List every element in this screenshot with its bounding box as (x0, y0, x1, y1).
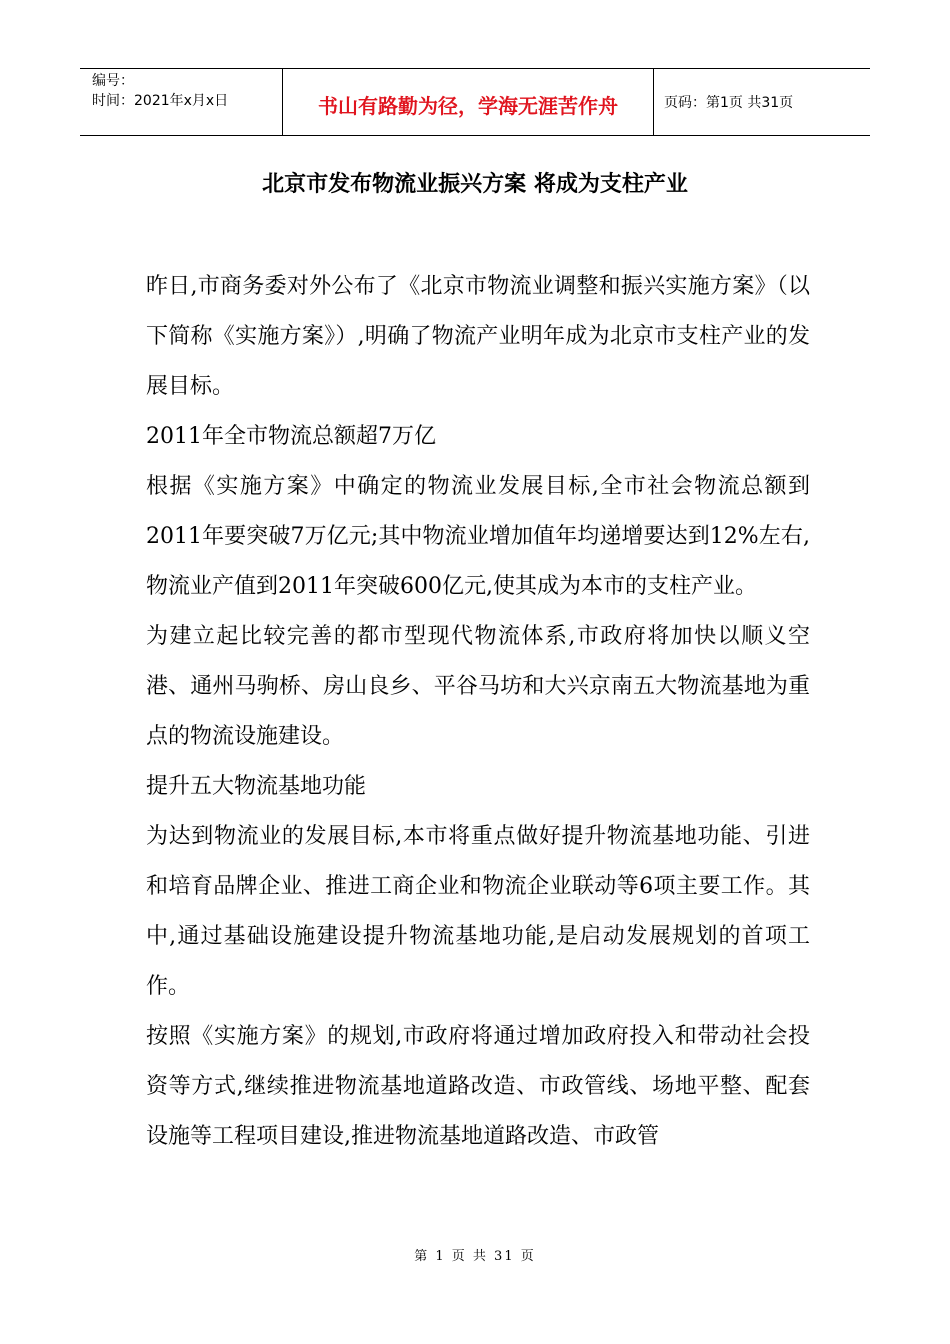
page-footer: 第 1 页 共 31 页 (414, 1249, 536, 1264)
paragraph: 昨日,市商务委对外公布了《北京市物流业调整和振兴实施方案》（以下简称《实施方案》）,明确了物流产业明年成为北京市支柱产业的发展目标。 (146, 274, 810, 399)
document-title: 北京市发布物流业振兴方案 将成为支柱产业 (262, 172, 688, 197)
section-heading: 2011年全市物流总额超7万亿 (146, 424, 436, 449)
document-body (146, 262, 810, 1162)
document-time-label: 时间：2021年x月x日 (92, 93, 229, 109)
paragraph: 根据《实施方案》中确定的物流业发展目标,全市社会物流总额到2011年要突破7万亿元;其中物流业增加值年均递增要达到12%左右,物流业产值到2011年突破600亿元,使其成为本市的支柱产业。 (146, 474, 810, 599)
paragraph: 为达到物流业的发展目标,本市将重点做好提升物流基地功能、引进和培育品牌企业、推进工商企业和物流企业联动等6项主要工作。其中,通过基础设施建设提升物流基地功能,是启动发展规划的首项工作。 (146, 824, 810, 999)
header-page-code: 页码：第1页 共31页 (664, 95, 794, 111)
paragraph: 为建立起比较完善的都市型现代物流体系,市政府将加快以顺义空港、通州马驹桥、房山良乡、平谷马坊和大兴京南五大物流基地为重点的物流设施建设。 (146, 624, 810, 749)
header-meta (80, 69, 282, 135)
header-motto: 书山有路勤为径，学海无涯苦作舟 (282, 69, 654, 135)
document-number-label: 编号： (92, 73, 134, 89)
paragraph: 按照《实施方案》的规划,市政府将通过增加政府投入和带动社会投资等方式,继续推进物流基地道路改造、市政管线、场地平整、配套设施等工程项目建设,推进物流基地道路改造、市政管 (146, 1024, 810, 1149)
section-heading: 提升五大物流基地功能 (146, 774, 367, 799)
document-header (80, 68, 870, 136)
